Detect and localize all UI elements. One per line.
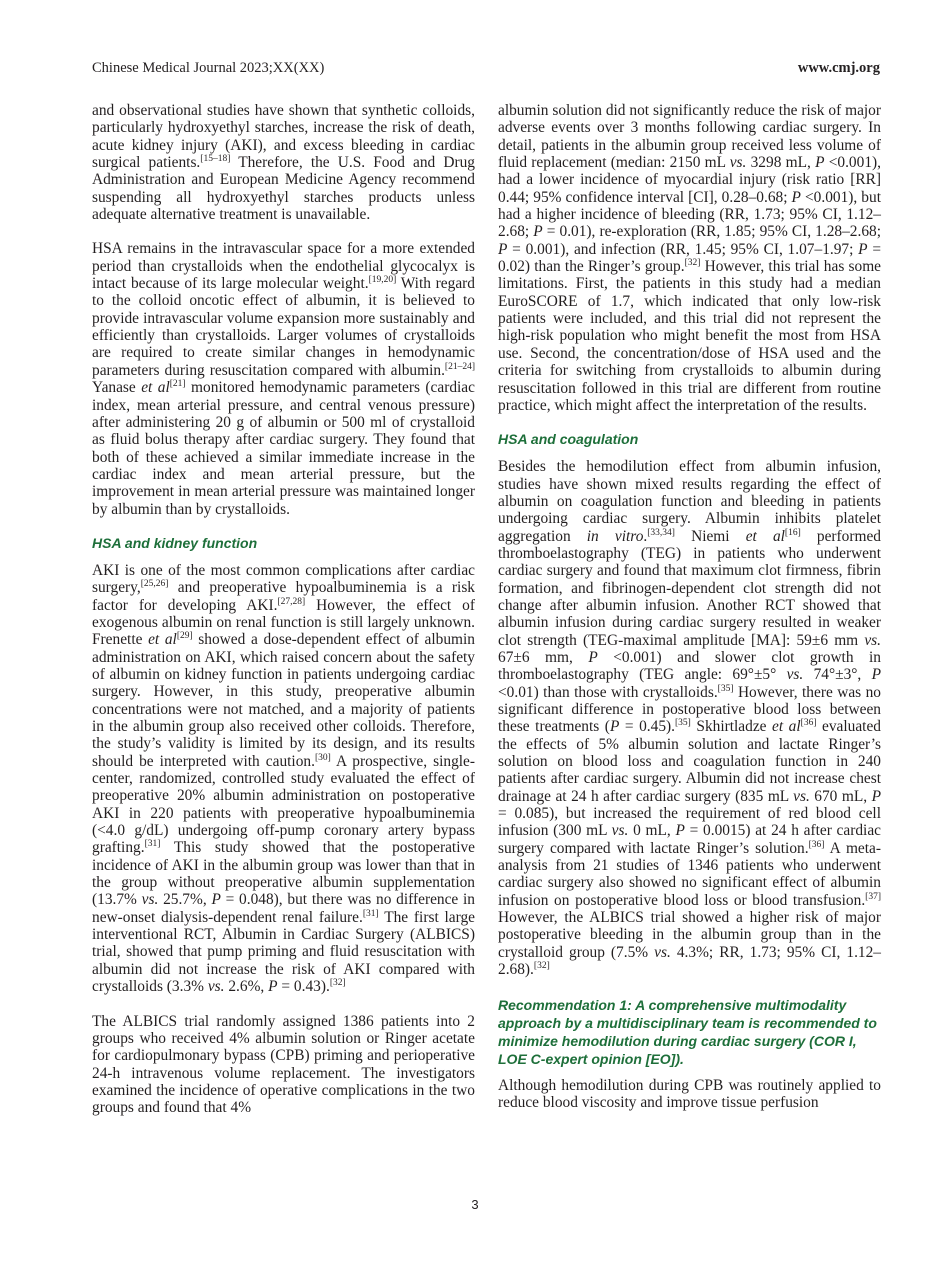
body-paragraph: HSA remains in the intravascular space for a more extended period than crystalloids when the endothelial glycocalyx is intact because of its large molecular weight.[19,20] With regard to the colloid oncotic effect of albumin, it is believed to provide intravascular volume expansion more sustainably and efficiently than crystalloids. Larger volumes of crystalloids are required to create similar changes in hemodynamic parameters during resuscitation compared with albumin.[21–24] Yanase et al[21] monitored hemodynamic parameters (cardiac index, mean arterial pressure, and central venous pressure) after administering 20 g of albumin or 500 ml of crystalloid as fluid bolus therapy after cardiac surgery. They found that both of these achieved a similar immediate increase in the cardiac index and mean arterial pressure, but the improvement in mean arterial pressure was maintained longer by albumin than by crystalloids.	[92, 240, 475, 518]
body-paragraph: Although hemodilution during CPB was routinely applied to reduce blood viscosity and improve tissue perfusion	[498, 1076, 881, 1111]
page-number: 3	[471, 1197, 479, 1212]
running-header	[92, 60, 880, 80]
section-heading: HSA and coagulation	[498, 431, 639, 448]
recommendation-heading: Recommendation 1: A comprehensive multimodality approach by a multidisciplinary team is recommended to minimize hemodilution during cardiac surgery (COR I, LOE C-expert opinion [EO]).	[498, 996, 877, 1067]
body-paragraph: AKI is one of the most common complications after cardiac surgery,[25,26] and preoperative hypoalbuminemia is a risk factor for developing AKI.[27,28] However, the effect of exogenous albumin on renal function is still largely unknown. Frenette et al[29] showed a dose-dependent effect of albumin administration on AKI, which raised concern about the safety of albumin on kidney function in patients undergoing cardiac surgery. However, in this study, preoperative albumin concentrations were not matched, and a majority of patients in the albumin group also received other colloids. Therefore, the study’s validity is limited by its design, and its results should be interpreted with caution.[30] A prospective, single-center, randomized, controlled study evaluated the effect of preoperative 20% albumin administration on postoperative AKI in 220 patients with preoperative hypoalbuminemia (<4.0 g/dL) undergoing off-pump coronary artery bypass grafting.[31] This study showed that the postoperative incidence of AKI in the albumin group was lower than that in the group without preoperative albumin supplementation (13.7% vs. 25.7%, P = 0.048), but there was no difference in new-onset dialysis-dependent renal failure.[31] The first large interventional RCT, Albumin in Cardiac Surgery (ALBICS) trial, showed that pump priming and fluid resuscitation with albumin did not increase the risk of AKI compared with crystalloids (3.3% vs. 2.6%, P = 0.43).[32]	[92, 561, 476, 996]
body-paragraph: and observational studies have shown that synthetic colloids, particularly hydroxyethyl starches, increase the risk of death, acute kidney injury (AKI), and excess bleeding in cardiac surgical patients.[15–18] Therefore, the U.S. Food and Drug Administration and European Medicine Agency recommend suspending all hydroxyethyl starches products unless adequate alternative treatment is unavailable.	[92, 102, 475, 224]
journal-url[interactable]: www.cmj.org	[797, 60, 880, 76]
journal-citation: Chinese Medical Journal 2023;XX(XX)	[92, 60, 325, 76]
body-paragraph: The ALBICS trial randomly assigned 1386 patients into 2 groups who received 4% albumin solution or Ringer acetate for cardiopulmonary bypass (CPB) priming and perioperative 24-h intravenous volume replacement. The investigators examined the incidence of operative complications in the two groups and found that 4%	[92, 1012, 475, 1117]
body-paragraph: Besides the hemodilution effect from albumin infusion, studies have shown mixed results regarding the effect of albumin on coagulation function and bleeding in patients undergoing cardiac surgery. Albumin inhibits platelet aggregation in vitro.[33,34] Niemi et al[16] performed thromboelastography (TEG) in patients who underwent cardiac surgery and found that maximum clot firmness, fibrin formation, and fibrinogen-dependent clot strength did not change after albumin infusion. Another RCT showed that albumin infusion during cardiac surgery resulted in weaker clot strength (TEG-maximal amplitude [MA]: 59±6 mm vs. 67±6 mm, P <0.001) and slower clot growth in thromboelastography (TEG angle: 69°±5° vs. 74°±3°, P <0.01) than those with crystalloids.[35] However, there was no significant difference in postoperative blood loss between these treatments (P = 0.45).[35] Skhirtladze et al[36] evaluated the effects of 5% albumin solution and lactate Ringer’s solution on blood loss and coagulation function in 240 patients after cardiac surgery. Albumin did not increase chest drainage at 24 h after cardiac surgery (835 mL vs. 670 mL, P = 0.085), but increased the requirement of red blood cell infusion (300 mL vs. 0 mL, P = 0.0015) at 24 h after cardiac surgery compared with lactate Ringer’s solution.[36] A meta-analysis from 21 studies of 1346 patients who underwent cardiac surgery also showed no significant effect of albumin infusion on postoperative blood loss or blood transfusion.[37] However, the ALBICS trial showed a higher risk of major postoperative bleeding in the albumin group than in the crystalloid group (7.5% vs. 4.3%; RR, 1.73; 95% CI, 1.12–2.68).[32]	[498, 458, 881, 979]
left-column	[92, 102, 475, 1134]
section-heading: HSA and kidney function	[92, 534, 258, 551]
body-paragraph: albumin solution did not significantly reduce the risk of major adverse events over 3 months following cardiac surgery. In detail, patients in the albumin group received less volume of fluid replacement (median: 2150 mL vs. 3298 mL, P <0.001), had a lower incidence of myocardial injury (risk ratio [RR] 0.44; 95% confidence interval [CI], 0.28–0.68; P <0.001), but had a higher incidence of bleeding (RR, 1.73; 95% CI, 1.12–2.68; P = 0.01), re-exploration (RR, 1.85; 95% CI, 1.28–2.68; P = 0.001), and infection (RR, 1.45; 95% CI, 1.07–1.97; P = 0.02) than the Ringer’s group.[32] However, this trial has some limitations. First, the patients in this study had a median EuroSCORE of 1.7, which indicated that only low-risk patients were included, and this trial did not represent the high-risk population who might benefit the most from HSA use. Second, the concentration/dose of HSA used and the criteria for switching from crystalloids to albumin during resuscitation followed in this trial are different from routine practice, which might affect the interpretation of the results.	[498, 102, 881, 414]
right-column	[498, 102, 881, 1128]
